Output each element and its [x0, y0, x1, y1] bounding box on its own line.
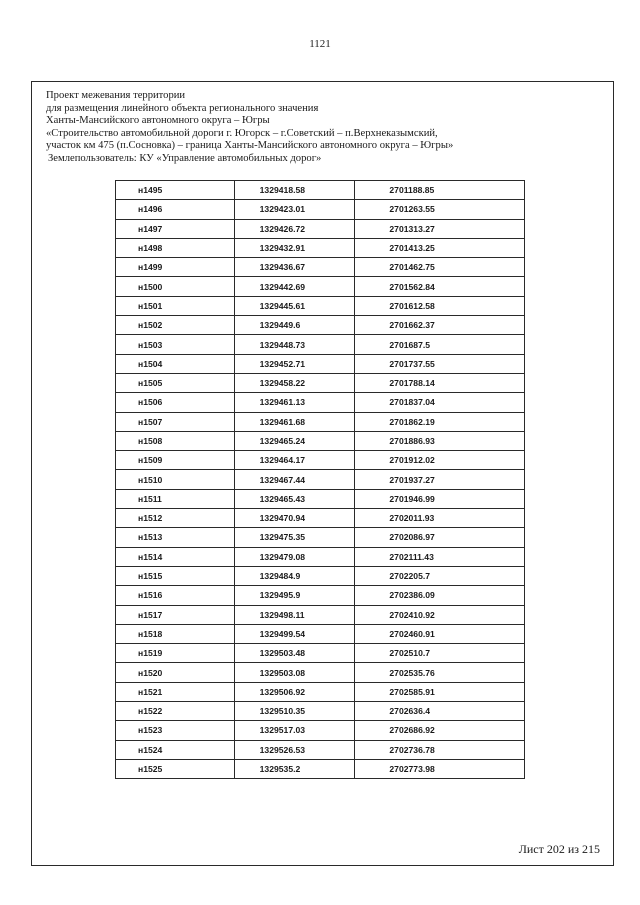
point-name-cell: н1495 — [116, 181, 235, 200]
point-name-cell: н1497 — [116, 219, 235, 238]
y-coordinate-cell: 2702011.93 — [355, 509, 525, 528]
y-coordinate-cell: 2702205.7 — [355, 566, 525, 585]
table-row — [116, 335, 525, 354]
table-row — [116, 663, 525, 682]
y-coordinate-cell: 2702736.78 — [355, 740, 525, 759]
header-line-land-user: Землепользователь: КУ «Управление автомобильных дорог» — [48, 152, 322, 164]
y-coordinate-cell: 2701788.14 — [355, 373, 525, 392]
document-header — [46, 90, 606, 166]
table-row — [116, 316, 525, 335]
table-row — [116, 393, 525, 412]
y-coordinate-cell: 2702111.43 — [355, 547, 525, 566]
header-line: участок км 475 (п.Сосновка) – граница Ханты-Мансийского автономного округа – Югры» — [46, 140, 454, 152]
point-name-cell: н1511 — [116, 489, 235, 508]
x-coordinate-cell: 1329467.44 — [234, 470, 355, 489]
x-coordinate-cell: 1329498.11 — [234, 605, 355, 624]
y-coordinate-cell: 2701886.93 — [355, 431, 525, 450]
y-coordinate-cell: 2702460.91 — [355, 624, 525, 643]
y-coordinate-cell: 2701687.5 — [355, 335, 525, 354]
x-coordinate-cell: 1329458.22 — [234, 373, 355, 392]
header-line: для размещения линейного объекта регионального значения — [46, 102, 319, 114]
table-row — [116, 721, 525, 740]
table-row — [116, 181, 525, 200]
table-row — [116, 528, 525, 547]
point-name-cell: н1501 — [116, 296, 235, 315]
table-row — [116, 702, 525, 721]
x-coordinate-cell: 1329465.24 — [234, 431, 355, 450]
table-row — [116, 644, 525, 663]
table-row — [116, 566, 525, 585]
x-coordinate-cell: 1329475.35 — [234, 528, 355, 547]
table-row — [116, 451, 525, 470]
point-name-cell: н1520 — [116, 663, 235, 682]
table-row — [116, 470, 525, 489]
table-row — [116, 605, 525, 624]
y-coordinate-cell: 2701263.55 — [355, 200, 525, 219]
x-coordinate-cell: 1329510.35 — [234, 702, 355, 721]
point-name-cell: н1505 — [116, 373, 235, 392]
point-name-cell: н1506 — [116, 393, 235, 412]
point-name-cell: н1500 — [116, 277, 235, 296]
table-row — [116, 373, 525, 392]
point-name-cell: н1504 — [116, 354, 235, 373]
y-coordinate-cell: 2702773.98 — [355, 759, 525, 778]
x-coordinate-cell: 1329445.61 — [234, 296, 355, 315]
x-coordinate-cell: 1329448.73 — [234, 335, 355, 354]
x-coordinate-cell: 1329426.72 — [234, 219, 355, 238]
y-coordinate-cell: 2701937.27 — [355, 470, 525, 489]
x-coordinate-cell: 1329470.94 — [234, 509, 355, 528]
table-row — [116, 624, 525, 643]
x-coordinate-cell: 1329465.43 — [234, 489, 355, 508]
y-coordinate-cell: 2702410.92 — [355, 605, 525, 624]
point-name-cell: н1502 — [116, 316, 235, 335]
table-row — [116, 296, 525, 315]
header-line: «Строительство автомобильной дороги г. Югорск – г.Советский – п.Верхнеказымский, — [46, 127, 438, 139]
x-coordinate-cell: 1329461.13 — [234, 393, 355, 412]
point-name-cell: н1516 — [116, 586, 235, 605]
page-number: 1121 — [309, 38, 331, 50]
point-name-cell: н1496 — [116, 200, 235, 219]
table-row — [116, 354, 525, 373]
y-coordinate-cell: 2702086.97 — [355, 528, 525, 547]
x-coordinate-cell: 1329432.91 — [234, 238, 355, 257]
x-coordinate-cell: 1329442.69 — [234, 277, 355, 296]
table-row — [116, 547, 525, 566]
point-name-cell: н1523 — [116, 721, 235, 740]
x-coordinate-cell: 1329499.54 — [234, 624, 355, 643]
y-coordinate-cell: 2702535.76 — [355, 663, 525, 682]
x-coordinate-cell: 1329418.58 — [234, 181, 355, 200]
point-name-cell: н1499 — [116, 258, 235, 277]
y-coordinate-cell: 2702636.4 — [355, 702, 525, 721]
x-coordinate-cell: 1329484.9 — [234, 566, 355, 585]
point-name-cell: н1518 — [116, 624, 235, 643]
point-name-cell: н1498 — [116, 238, 235, 257]
table-row — [116, 277, 525, 296]
point-name-cell: н1517 — [116, 605, 235, 624]
table-row — [116, 682, 525, 701]
y-coordinate-cell: 2702510.7 — [355, 644, 525, 663]
point-name-cell: н1519 — [116, 644, 235, 663]
point-name-cell: н1513 — [116, 528, 235, 547]
point-name-cell: н1512 — [116, 509, 235, 528]
y-coordinate-cell: 2701462.75 — [355, 258, 525, 277]
table-row — [116, 200, 525, 219]
coordinates-table-body — [116, 181, 525, 779]
y-coordinate-cell: 2701662.37 — [355, 316, 525, 335]
point-name-cell: н1510 — [116, 470, 235, 489]
point-name-cell: н1514 — [116, 547, 235, 566]
table-row — [116, 258, 525, 277]
x-coordinate-cell: 1329526.53 — [234, 740, 355, 759]
table-row — [116, 740, 525, 759]
point-name-cell: н1525 — [116, 759, 235, 778]
x-coordinate-cell: 1329461.68 — [234, 412, 355, 431]
y-coordinate-cell: 2701837.04 — [355, 393, 525, 412]
table-row — [116, 219, 525, 238]
x-coordinate-cell: 1329535.2 — [234, 759, 355, 778]
x-coordinate-cell: 1329452.71 — [234, 354, 355, 373]
y-coordinate-cell: 2701862.19 — [355, 412, 525, 431]
table-row — [116, 489, 525, 508]
x-coordinate-cell: 1329479.08 — [234, 547, 355, 566]
point-name-cell: н1508 — [116, 431, 235, 450]
point-name-cell: н1515 — [116, 566, 235, 585]
x-coordinate-cell: 1329503.48 — [234, 644, 355, 663]
y-coordinate-cell: 2701737.55 — [355, 354, 525, 373]
table-row — [116, 586, 525, 605]
y-coordinate-cell: 2701413.25 — [355, 238, 525, 257]
y-coordinate-cell: 2701313.27 — [355, 219, 525, 238]
y-coordinate-cell: 2701946.99 — [355, 489, 525, 508]
x-coordinate-cell: 1329449.6 — [234, 316, 355, 335]
sheet-number: Лист 202 из 215 — [518, 842, 600, 856]
x-coordinate-cell: 1329506.92 — [234, 682, 355, 701]
header-line: Проект межевания территории — [46, 90, 186, 101]
table-row — [116, 238, 525, 257]
x-coordinate-cell: 1329495.9 — [234, 586, 355, 605]
y-coordinate-cell: 2702386.09 — [355, 586, 525, 605]
y-coordinate-cell: 2701188.85 — [355, 181, 525, 200]
point-name-cell: н1503 — [116, 335, 235, 354]
x-coordinate-cell: 1329436.67 — [234, 258, 355, 277]
table-row — [116, 431, 525, 450]
table-row — [116, 759, 525, 778]
point-name-cell: н1507 — [116, 412, 235, 431]
y-coordinate-cell: 2701612.58 — [355, 296, 525, 315]
header-line: Ханты-Мансийского автономного округа – Югры — [46, 115, 270, 127]
y-coordinate-cell: 2701562.84 — [355, 277, 525, 296]
point-name-cell: н1522 — [116, 702, 235, 721]
table-row — [116, 412, 525, 431]
y-coordinate-cell: 2702686.92 — [355, 721, 525, 740]
point-name-cell: н1524 — [116, 740, 235, 759]
table-row — [116, 509, 525, 528]
coordinates-table — [115, 180, 525, 779]
x-coordinate-cell: 1329517.03 — [234, 721, 355, 740]
x-coordinate-cell: 1329464.17 — [234, 451, 355, 470]
y-coordinate-cell: 2702585.91 — [355, 682, 525, 701]
y-coordinate-cell: 2701912.02 — [355, 451, 525, 470]
point-name-cell: н1521 — [116, 682, 235, 701]
point-name-cell: н1509 — [116, 451, 235, 470]
x-coordinate-cell: 1329503.08 — [234, 663, 355, 682]
x-coordinate-cell: 1329423.01 — [234, 200, 355, 219]
